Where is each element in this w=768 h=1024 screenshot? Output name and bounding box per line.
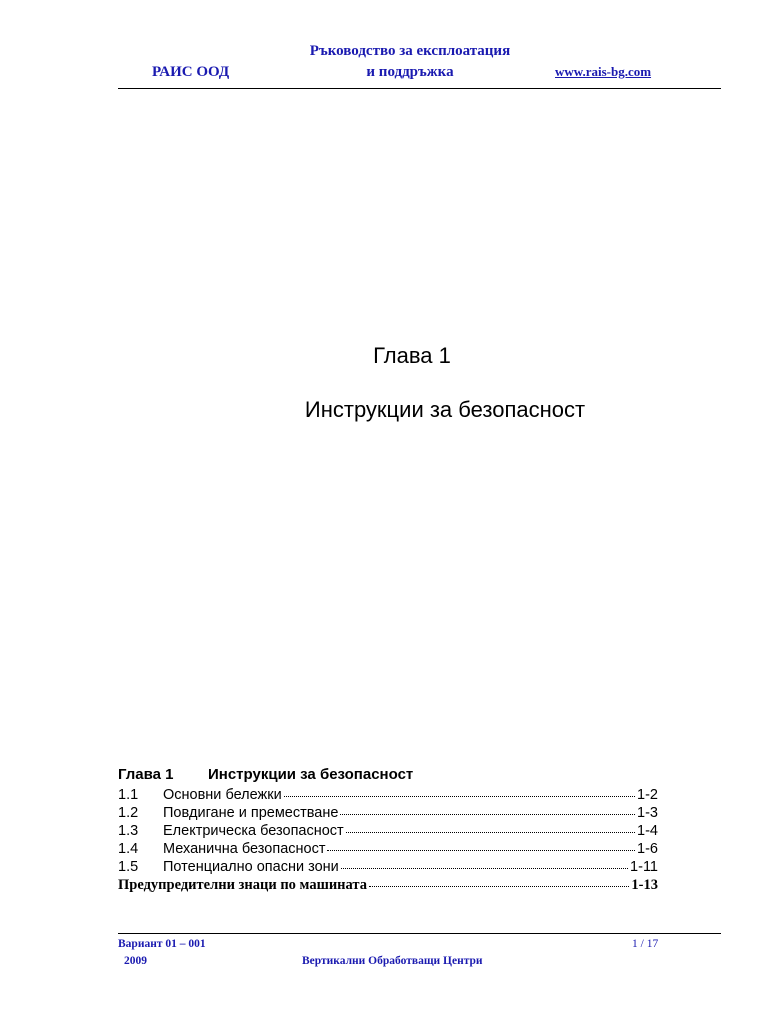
website-link[interactable]: www.rais-bg.com (555, 64, 652, 79)
toc-item[interactable] (118, 805, 658, 823)
toc-item-label: Потенциално опасни зони (163, 859, 339, 875)
toc-heading-text: Инструкции за безопасност (208, 766, 414, 783)
toc-item[interactable] (118, 859, 658, 877)
table-of-contents (118, 766, 658, 897)
company-name: РАИС ООД (152, 64, 230, 80)
toc-item-num: 1.3 (118, 823, 139, 839)
toc-heading (118, 766, 658, 787)
toc-item-page: 1-3 (637, 805, 658, 821)
chapter-title: Глава 1 (373, 343, 451, 368)
toc-heading-num: Глава 1 (118, 766, 174, 783)
footer-rule (118, 933, 721, 934)
toc-leader (346, 832, 635, 833)
toc-item[interactable] (118, 823, 658, 841)
document-year: 2009 (124, 955, 147, 967)
manual-title-line2: и поддръжка (366, 64, 454, 80)
chapter-subtitle: Инструкции за безопасност (304, 397, 586, 422)
toc-item-page: 1-11 (630, 859, 658, 875)
toc-item-num: 1.5 (118, 859, 139, 875)
page-number: 1 / 17 (632, 938, 659, 950)
toc-leader (327, 850, 635, 851)
document-variant: Вариант 01 – 001 (118, 938, 206, 950)
toc-item-warning-signs[interactable] (118, 877, 658, 897)
toc-leader (284, 796, 635, 797)
toc-item[interactable] (118, 787, 658, 805)
header-rule (118, 88, 721, 89)
toc-leader (341, 868, 628, 869)
toc-item[interactable] (118, 841, 658, 859)
toc-item-page: 1-4 (637, 823, 658, 839)
toc-leader (340, 814, 635, 815)
toc-item-num: 1.4 (118, 841, 139, 857)
toc-item-num: 1.2 (118, 805, 139, 821)
toc-item-page: 1-13 (631, 877, 658, 893)
toc-leader (369, 886, 629, 887)
toc-item-label: Електрическа безопасност (163, 823, 344, 839)
toc-item-page: 1-2 (637, 787, 658, 803)
toc-item-num: 1.1 (118, 787, 139, 803)
toc-item-label: Предупредителни знаци по машината (118, 877, 367, 893)
toc-item-page: 1-6 (637, 841, 658, 857)
manual-title-line1: Ръководство за експлоатация (309, 43, 511, 59)
toc-item-label: Повдигане и преместване (163, 805, 339, 821)
toc-item-label: Механична безопасност (163, 841, 326, 857)
product-line: Вертикални Обработващи Центри (302, 955, 483, 967)
toc-item-label: Основни бележки (163, 787, 282, 803)
